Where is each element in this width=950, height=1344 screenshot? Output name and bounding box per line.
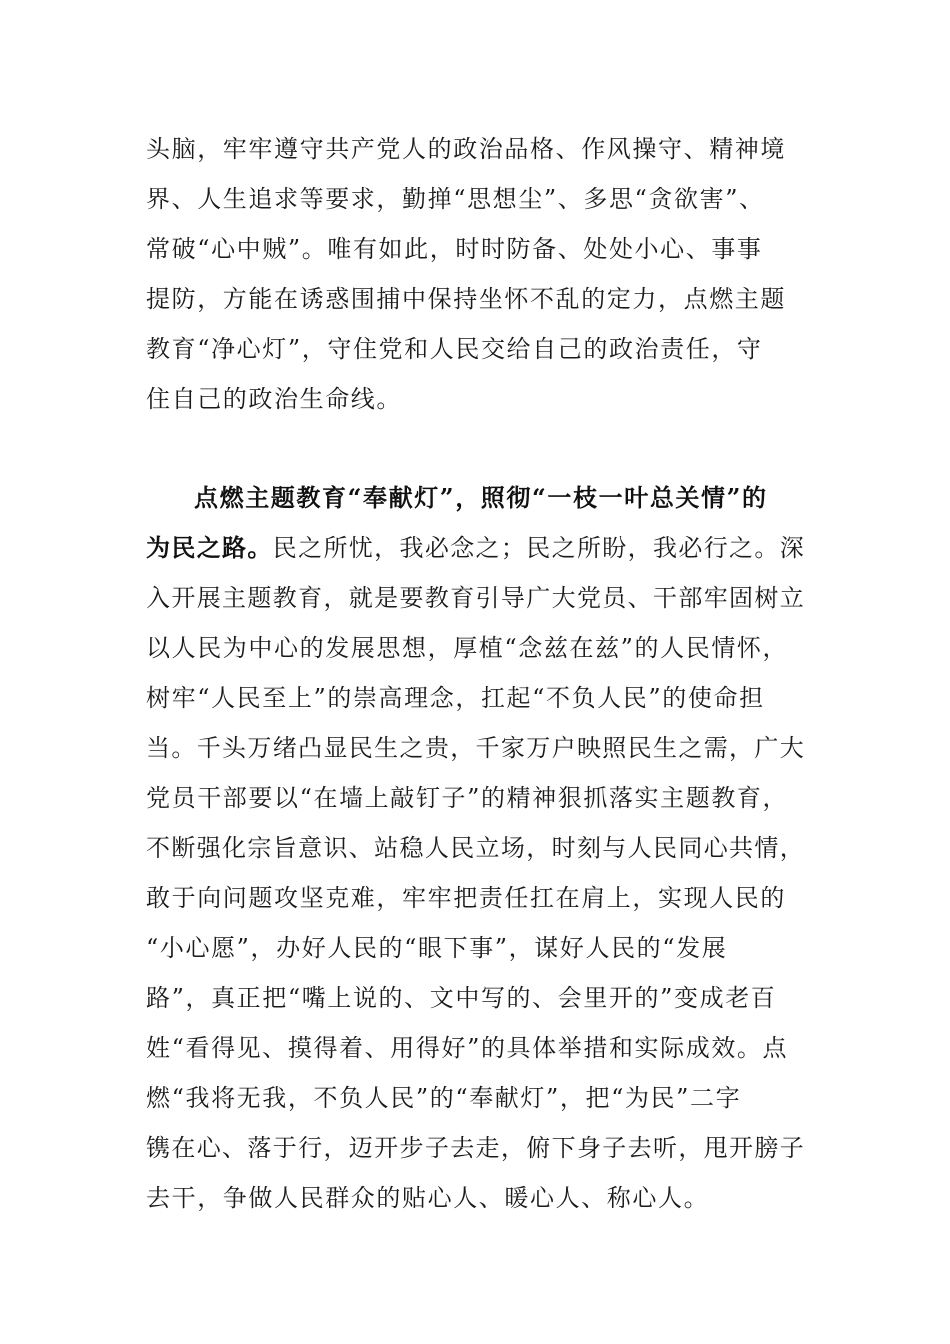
paragraph-1 — [146, 124, 806, 424]
paragraph-line: 去干，争做人民群众的贴心人、暖心人、称心人。 — [146, 1184, 710, 1212]
paragraph-line: 姓“看得见、摸得着、用得好”的具体举措和实际成效。点 — [146, 1034, 789, 1062]
paragraph-line: 提防，方能在诱惑围捕中保持坐怀不乱的定力，点燃主题 — [146, 285, 786, 313]
paragraph-2 — [146, 473, 806, 1223]
paragraph-line: 不断强化宗旨意识、站稳人民立场，时刻与人民同心共情， — [146, 834, 806, 862]
paragraph-line: 常破“心中贼”。唯有如此，时时防备、处处小心、事事 — [146, 235, 763, 263]
paragraph-text: 民之所忧，我必念之；民之所盼，我必行之。深 — [272, 534, 806, 562]
paragraph-line: 党员干部要以“在墙上敲钉子”的精神狠抓落实主题教育， — [146, 784, 789, 812]
paragraph-line: “小心愿”，办好人民的“眼下事”，谋好人民的“发展 — [146, 934, 728, 962]
paragraph-line: 住自己的政治生命线。 — [146, 385, 402, 413]
paragraph-line: 教育“净心灯”，守住党和人民交给自己的政治责任，守 — [146, 335, 763, 363]
paragraph-line: 入开展主题教育，就是要教育引导广大党员、干部牢固树立 — [146, 584, 806, 612]
section-heading-line — [146, 523, 806, 573]
paragraph-line: 燃“我将无我，不负人民”的“奉献灯”，把“为民”二字 — [146, 1084, 742, 1112]
paragraph-line: 路”，真正把“嘴上说的、文中写的、会里开的”变成老百 — [146, 984, 777, 1012]
paragraph-line: 以人民为中心的发展思想，厚植“念兹在兹”的人民情怀， — [146, 634, 789, 662]
paragraph-line: 镌在心、落于行，迈开步子去走，俯下身子去听，甩开膀子 — [146, 1134, 806, 1162]
section-heading-tail: 为民之路。 — [146, 533, 273, 562]
paragraph-line: 界、人生追求等要求，勤掸“思想尘”、多思“贪欲害”、 — [146, 185, 765, 213]
paragraph-line: 头脑，牢牢遵守共产党人的政治品格、作风操守、精神境 — [146, 135, 786, 163]
paragraph-line: 敢于向问题攻坚克难，牢牢把责任扛在肩上，实现人民的 — [146, 884, 786, 912]
paragraph-line: 树牢“人民至上”的崇高理念，扛起“不负人民”的使命担 — [146, 684, 765, 712]
section-heading-line: 点燃主题教育“奉献灯”，照彻“一枝一叶总关情”的 — [194, 483, 768, 512]
paragraph-line: 当。千头万绪凸显民生之贵，千家万户映照民生之需，广大 — [146, 734, 806, 762]
